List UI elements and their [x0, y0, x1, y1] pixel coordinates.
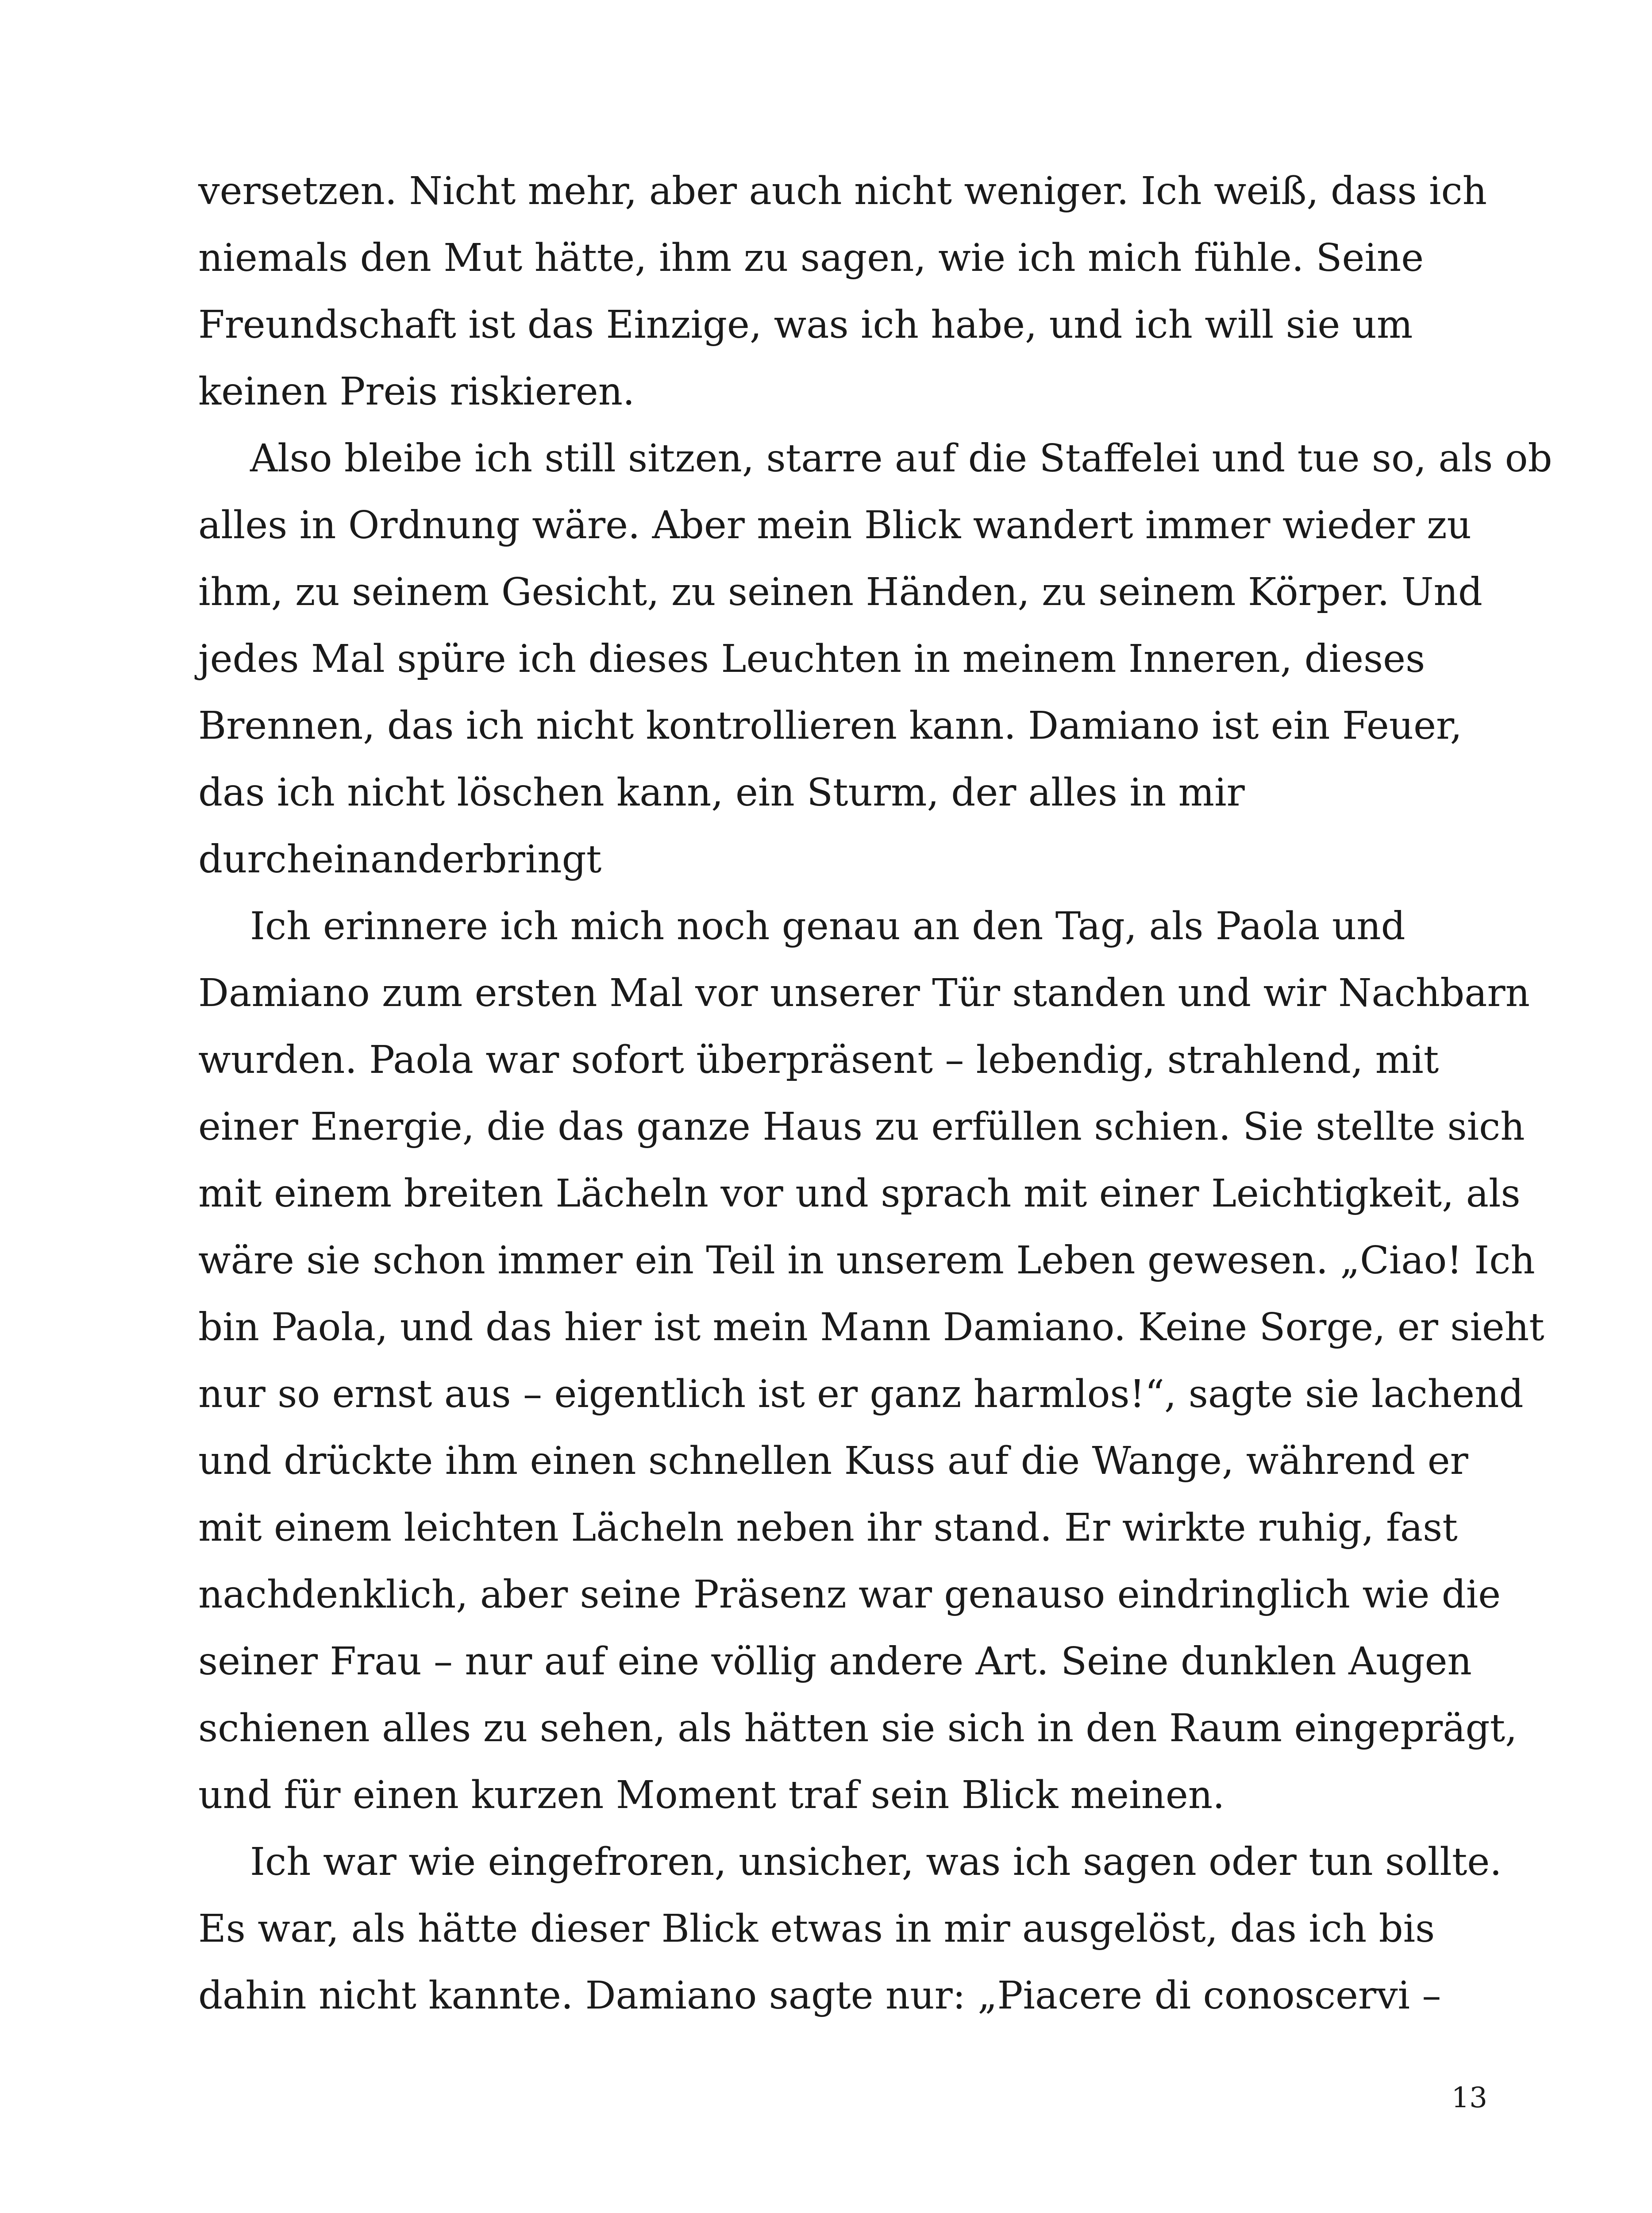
text-line: Brennen, das ich nicht kontrollieren kann. Damiano ist ein Feuer, [198, 704, 1463, 748]
text-line: alles in Ordnung wäre. Aber mein Blick wandert immer wieder zu [198, 503, 1471, 547]
page-number: 13 [1451, 2082, 1487, 2114]
body-text [198, 158, 1552, 2029]
text-line: und für einen kurzen Moment traf sein Blick meinen. [198, 1773, 1225, 1817]
text-line: einer Energie, die das ganze Haus zu erfüllen schien. Sie stellte sich [198, 1105, 1525, 1149]
text-line: niemals den Mut hätte, ihm zu sagen, wie ich mich fühle. Seine [198, 236, 1424, 280]
text-line: versetzen. Nicht mehr, aber auch nicht weniger. Ich weiß, dass ich [198, 169, 1487, 213]
text-line: Also bleibe ich still sitzen, starre auf die Staffelei und tue so, als ob [250, 436, 1552, 481]
text-line: nachdenklich, aber seine Präsenz war genauso eindringlich wie die [198, 1573, 1501, 1617]
text-line: mit einem breiten Lächeln vor und sprach mit einer Leichtigkeit, als [198, 1172, 1521, 1216]
text-line: schienen alles zu sehen, als hätten sie sich in den Raum eingeprägt, [198, 1706, 1517, 1750]
text-line: durcheinanderbringt [198, 837, 602, 882]
text-line: ihm, zu seinem Gesicht, zu seinen Händen, zu seinem Körper. Und [198, 570, 1483, 614]
text-line: seiner Frau – nur auf eine völlig andere Art. Seine dunklen Augen [198, 1639, 1472, 1684]
text-line: Es war, als hätte dieser Blick etwas in mir ausgelöst, das ich bis [198, 1907, 1435, 1951]
text-line: Freundschaft ist das Einzige, was ich habe, und ich will sie um [198, 303, 1413, 347]
text-line: und drückte ihm einen schnellen Kuss auf die Wange, während er [198, 1439, 1468, 1483]
text-line: Ich erinnere ich mich noch genau an den Tag, als Paola und [250, 904, 1406, 948]
text-line: nur so ernst aus – eigentlich ist er ganz harmlos!“, sagte sie lachend [198, 1372, 1524, 1416]
text-line: wurden. Paola war sofort überpräsent – lebendig, strahlend, mit [198, 1038, 1439, 1082]
text-line: jedes Mal spüre ich dieses Leuchten in meinem Inneren, dieses [198, 637, 1425, 681]
text-line: keinen Preis riskieren. [198, 370, 635, 414]
text-line: mit einem leichten Lächeln neben ihr stand. Er wirkte ruhig, fast [198, 1506, 1458, 1550]
text-line: Damiano zum ersten Mal vor unserer Tür standen und wir Nachbarn [198, 971, 1530, 1015]
text-line: bin Paola, und das hier ist mein Mann Damiano. Keine Sorge, er sieht [198, 1305, 1544, 1349]
text-line: dahin nicht kannte. Damiano sagte nur: „Piacere di conoscervi – [198, 1974, 1441, 2018]
text-line: Ich war wie eingefroren, unsicher, was ich sagen oder tun sollte. [250, 1840, 1502, 1884]
text-line: das ich nicht löschen kann, ein Sturm, der alles in mir [198, 771, 1245, 815]
text-line: wäre sie schon immer ein Teil in unserem Leben gewesen. „Ciao! Ich [198, 1238, 1535, 1283]
